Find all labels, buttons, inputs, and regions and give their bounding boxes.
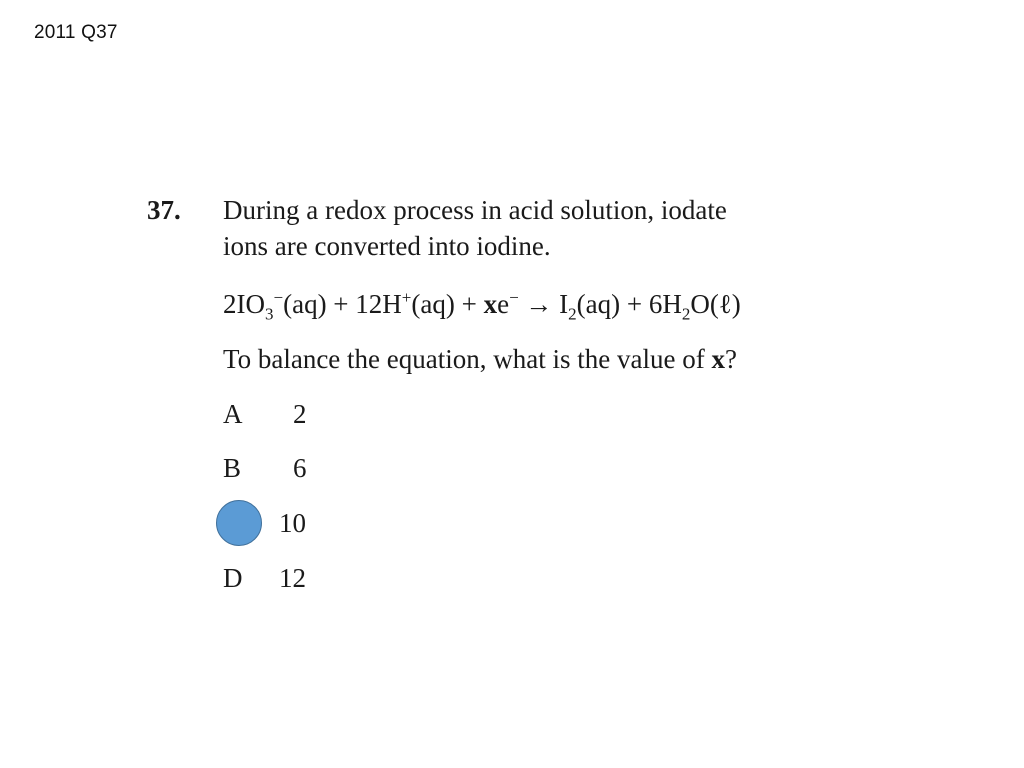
prompt-end: ?	[724, 344, 737, 374]
eq-part-7: O(ℓ)	[690, 289, 741, 319]
eq-part-2: (aq) + 12H	[283, 289, 402, 319]
stem-line-2: ions are converted into iodine.	[223, 231, 551, 261]
question-prompt	[223, 341, 737, 377]
question-stem	[223, 192, 883, 264]
filled-circle-icon	[216, 500, 262, 546]
prompt-variable-x: x	[711, 344, 725, 374]
eq-part-6: (aq) + 6H	[576, 289, 682, 319]
option-value: 10	[279, 508, 306, 538]
eq-part-4: e	[497, 289, 510, 319]
eq-sub-1: 3	[265, 304, 274, 324]
eq-part-5: → I	[518, 289, 569, 319]
eq-sup-1: −	[273, 288, 284, 307]
option-letter: D	[223, 563, 243, 593]
option-letter: B	[223, 453, 242, 483]
eq-variable-x: x	[483, 289, 498, 319]
eq-sub-3: 2	[681, 304, 691, 324]
eq-sup-2: +	[401, 288, 412, 307]
eq-part-1: 2IO	[223, 289, 265, 319]
slide-label: 2011 Q37	[34, 22, 118, 43]
option-value: 6	[293, 453, 307, 483]
eq-sup-3: −	[509, 288, 519, 307]
question-number: 37.	[147, 195, 181, 225]
option-value: 12	[279, 563, 306, 593]
option-value: 2	[293, 399, 307, 429]
eq-part-3: (aq) +	[411, 289, 484, 319]
redox-equation	[223, 286, 741, 322]
option-letter: A	[223, 399, 243, 429]
eq-sub-2: 2	[568, 304, 577, 324]
prompt-text: To balance the equation, what is the value of	[223, 344, 712, 374]
stem-line-1: During a redox process in acid solution, iodate	[223, 195, 727, 225]
